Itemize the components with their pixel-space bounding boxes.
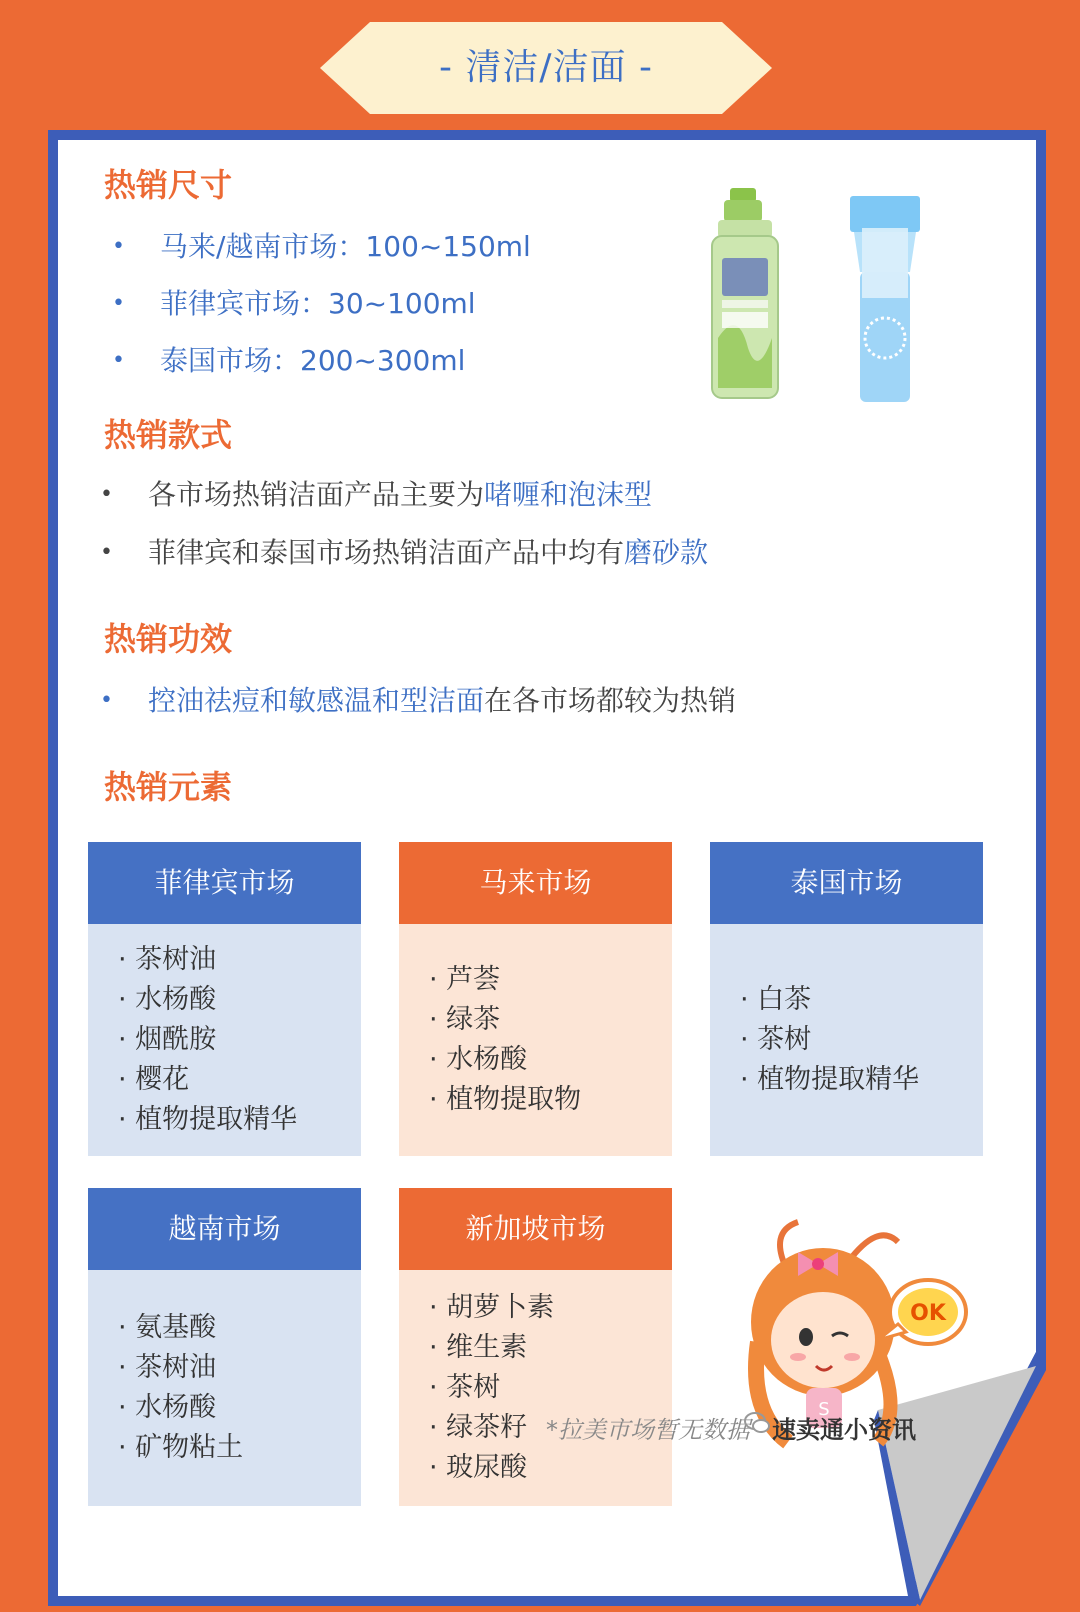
market-item: · 茶树油: [118, 1352, 217, 1383]
market-item: · 绿茶: [429, 1004, 501, 1035]
style-list: [100, 466, 708, 582]
market-item: · 维生素: [429, 1332, 528, 1363]
market-item: · 矿物粘土: [118, 1432, 244, 1463]
market-item: · 烟酰胺: [118, 1024, 217, 1055]
market-item: · 植物提取物: [429, 1084, 582, 1115]
market-item: · 玻尿酸: [429, 1452, 528, 1483]
list-text: 各市场热销洁面产品主要为: [148, 478, 485, 511]
list-item: • 菲律宾市场：30~100ml: [112, 275, 531, 332]
section-title-efficacy: 热销功效: [104, 620, 233, 658]
market-header: 泰国市场: [710, 842, 983, 924]
market-card-malaysia: [399, 842, 672, 1156]
content-card: [48, 130, 1046, 1606]
section-banner: [320, 22, 772, 114]
section-title-elements: 热销元素: [104, 768, 233, 806]
market-item: · 水杨酸: [118, 1392, 217, 1423]
section-title-sizes: 热销尺寸: [104, 166, 233, 204]
highlight-text: 啫喱和泡沫型: [484, 478, 653, 511]
list-item: • 泰国市场：200~300ml: [112, 332, 531, 389]
list-item: [100, 524, 708, 582]
market-item: · 植物提取精华: [740, 1064, 920, 1095]
efficacy-list: [100, 672, 736, 730]
market-item: · 水杨酸: [429, 1044, 528, 1075]
banner-title: - 清洁/洁面 -: [439, 47, 653, 88]
market-item: · 植物提取精华: [118, 1104, 298, 1135]
market-card-vietnam: [88, 1188, 361, 1506]
market-items: [710, 924, 983, 1156]
market-header: 新加坡市场: [399, 1188, 672, 1270]
market-item: · 樱花: [118, 1064, 190, 1095]
size-list: [112, 218, 531, 389]
product-illustration: [688, 188, 948, 416]
section-title-styles: 热销款式: [104, 416, 233, 454]
market-item: · 胡萝卜素: [429, 1292, 555, 1323]
highlight-text: 磨砂款: [624, 536, 709, 569]
market-card-philippines: [88, 842, 361, 1156]
list-item: [100, 466, 708, 524]
market-header: 菲律宾市场: [88, 842, 361, 924]
market-item: · 绿茶籽: [429, 1412, 528, 1443]
market-items: [399, 1270, 672, 1506]
mascot-bubble-text: OK: [910, 1301, 946, 1326]
market-item: · 水杨酸: [118, 984, 217, 1015]
market-item: · 茶树油: [118, 944, 217, 975]
market-items: [399, 924, 672, 1156]
list-text: 在各市场都较为热销: [484, 684, 737, 717]
market-header: 越南市场: [88, 1188, 361, 1270]
market-item: · 茶树: [429, 1372, 501, 1403]
footer-note: *拉美市场暂无数据: [546, 1416, 750, 1444]
list-item: • 马来/越南市场：100~150ml: [112, 218, 531, 275]
market-item: · 茶树: [740, 1024, 812, 1055]
market-card-thailand: [710, 842, 983, 1156]
footer-brand: 速卖通小资讯: [772, 1416, 916, 1444]
highlight-text: 控油祛痘和敏感温和型洁面: [148, 684, 485, 717]
market-items: [88, 1270, 361, 1506]
market-item: · 芦荟: [429, 964, 501, 995]
product-images: [688, 188, 948, 416]
market-card-singapore: [399, 1188, 672, 1506]
market-header: 马来市场: [399, 842, 672, 924]
list-item: [100, 672, 736, 730]
market-item: · 白茶: [740, 984, 812, 1015]
list-text: 菲律宾和泰国市场热销洁面产品中均有: [148, 536, 625, 569]
mascot-shirt-letter: S: [818, 1399, 830, 1420]
market-items: [88, 924, 361, 1156]
market-item: · 氨基酸: [118, 1312, 217, 1343]
wechat-icon: [744, 1410, 770, 1440]
